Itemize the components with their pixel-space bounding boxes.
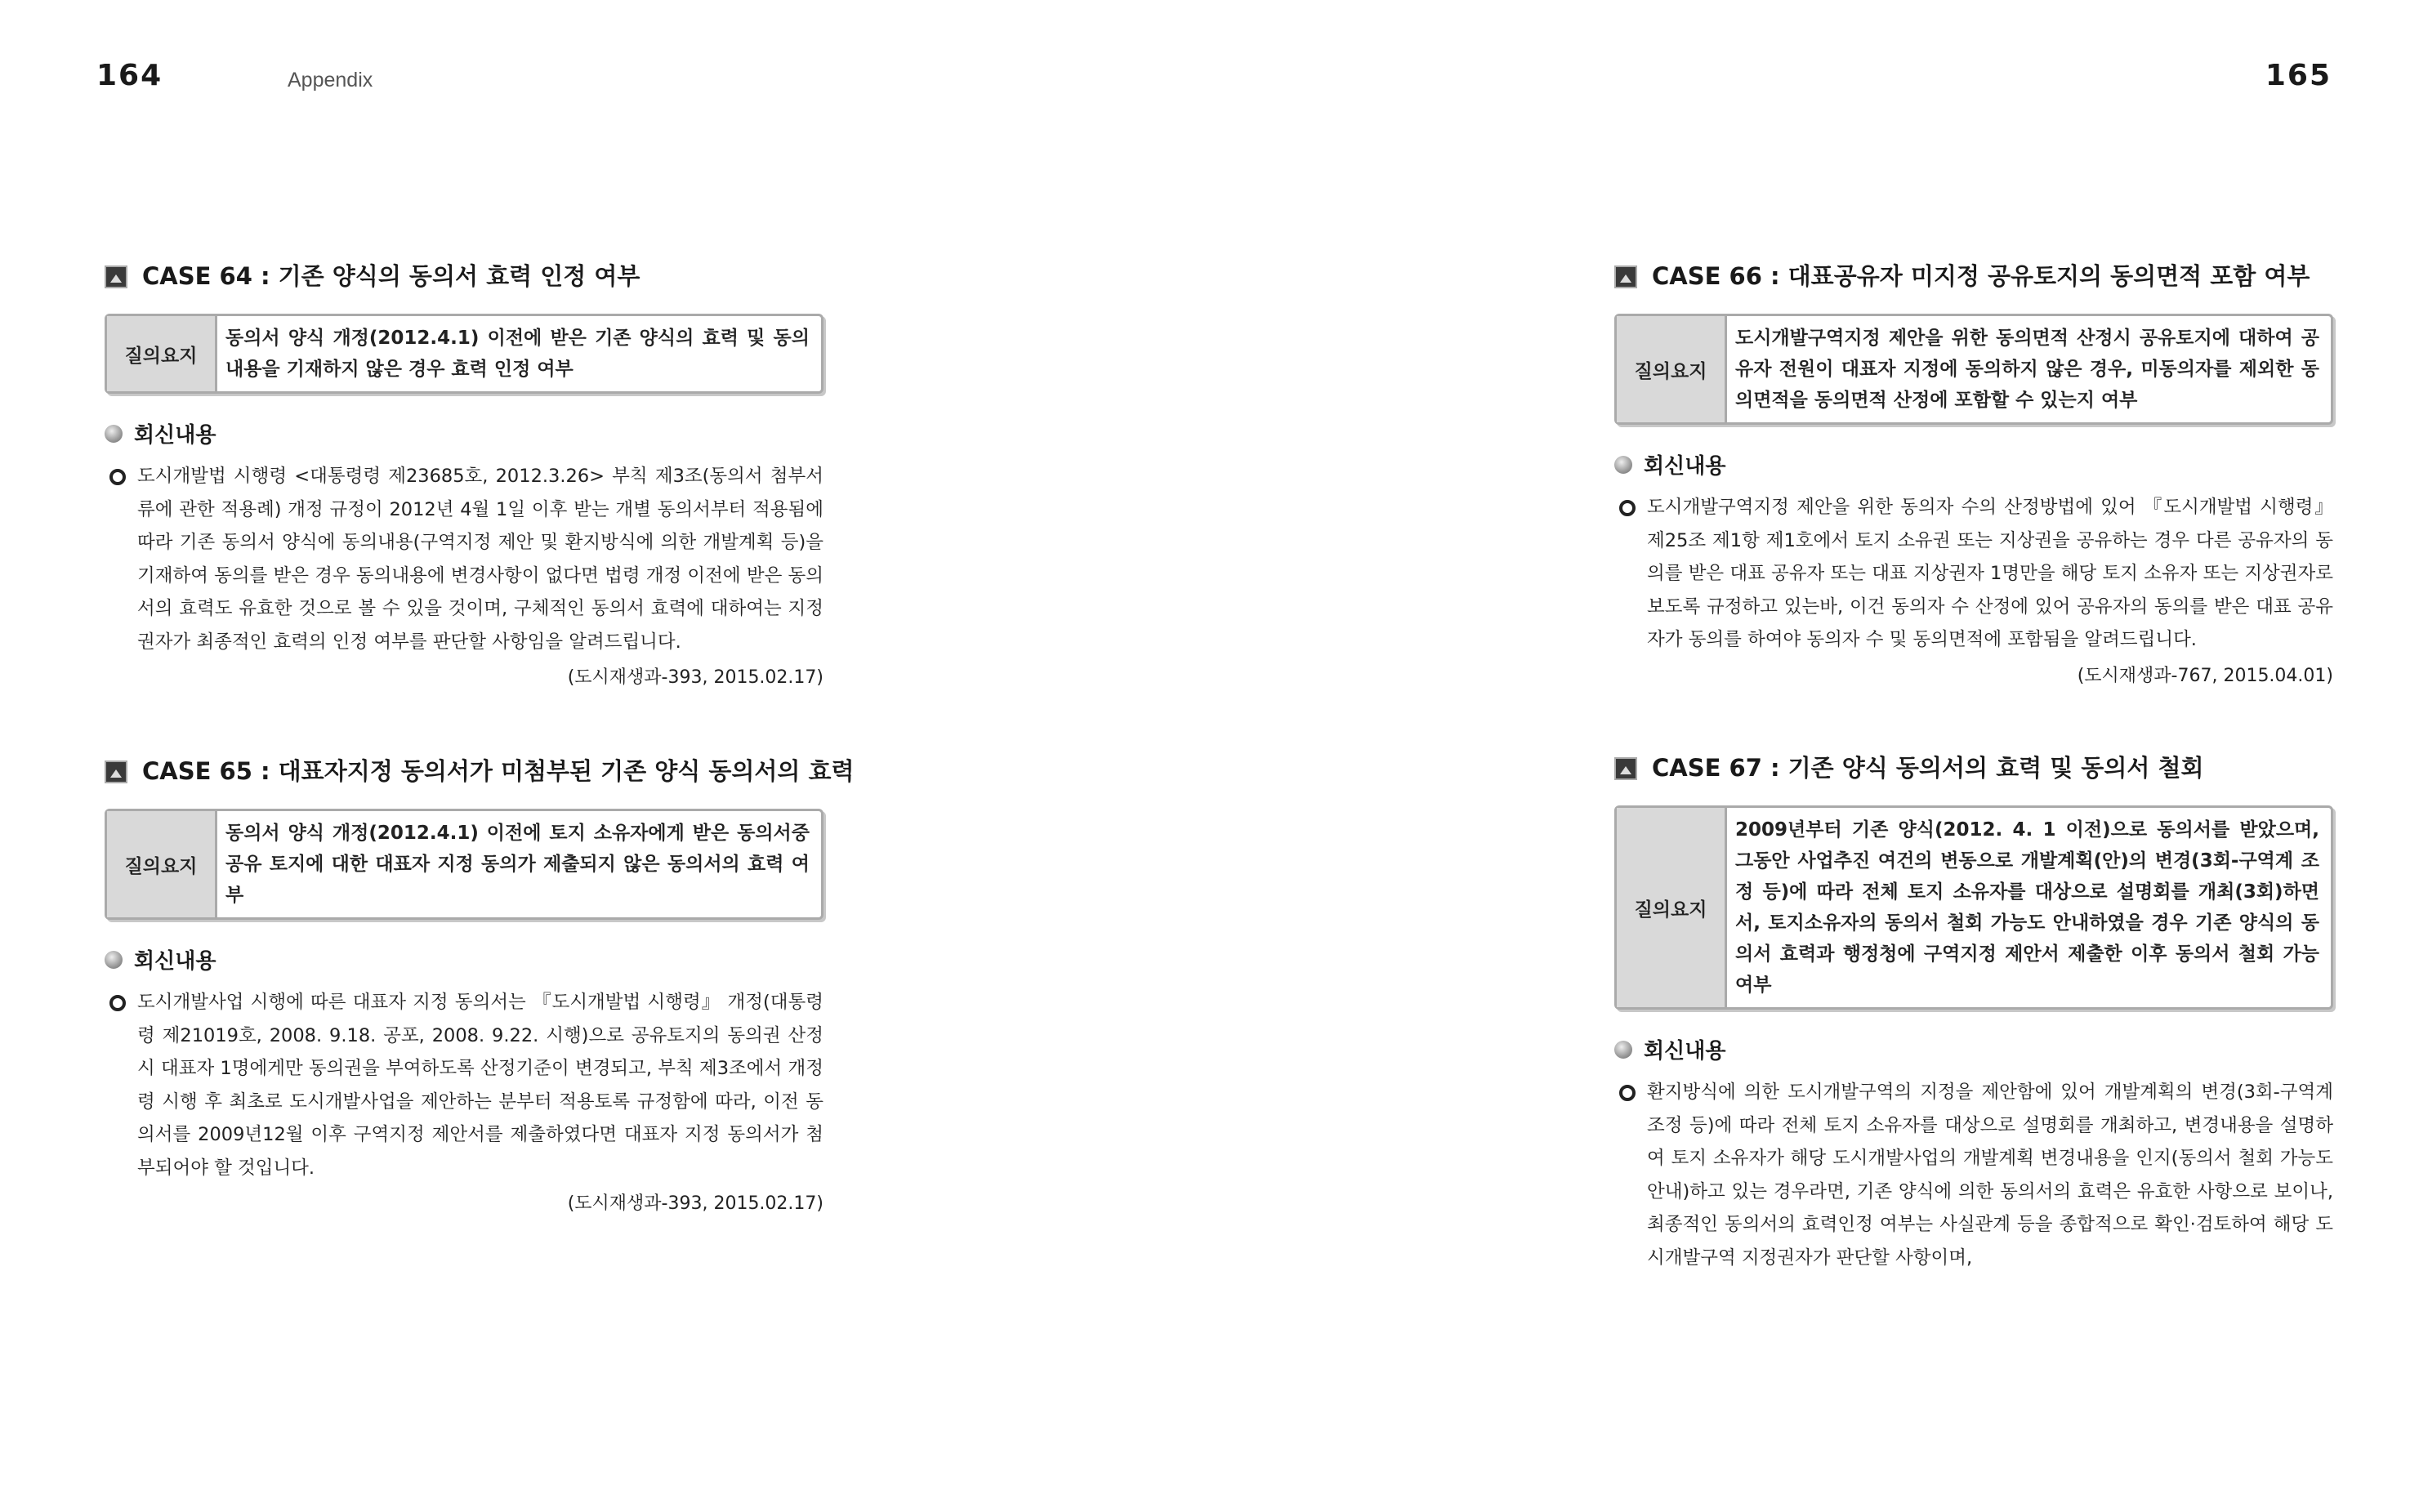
- source-citation: (도시재생과-767, 2015.04.01): [2077, 665, 2333, 686]
- ring-bullet-icon: [1619, 500, 1636, 516]
- sphere-bullet-icon: [105, 951, 123, 969]
- ring-bullet-icon: [109, 469, 126, 485]
- case-title-text: CASE 65 : 대표자지정 동의서가 미첨부된 기존 양식 동의서의 효력: [142, 757, 855, 785]
- page-number: 165: [2265, 59, 2332, 92]
- sphere-bullet-icon: [1614, 456, 1632, 474]
- case-title-text: CASE 64 : 기존 양식의 동의서 효력 인정 여부: [142, 262, 640, 290]
- source-citation: (도시재생과-393, 2015.02.17): [567, 1193, 823, 1214]
- query-text: 도시개발구역지정 제안을 위한 동의면적 산정시 공유토지에 대하여 공유자 전원이 대표자 지정에 동의하지 않은 경우, 미동의자를 제외한 동의면적을 동의면적 산정에 포함할 수 있는지 여부: [1735, 328, 2319, 411]
- sphere-bullet-icon: [1614, 1041, 1632, 1059]
- case-marker-icon: [1614, 757, 1637, 780]
- answer-text: 도시개발법 시행령 <대통령령 제23685호, 2012.3.26> 부칙 제3조(동의서 첨부서류에 관한 적용례) 개정 규정이 2012년 4월 1일 이후 받는 개별 동의서부터 적용됨에 따라 기존 동의서 양식에 동의내용(구역지정 제안 및 환지방식에 의한 개발계획 등)을 기재하여 동의를 받은 경우 동의내용에 변경사항이 없다면 법령 개정 이전에 받은 동의서의 효력도 유효한 것으로 볼 수 있을 것이며, 구체적인 동의서 효력에 대하여는 지정권자가 최종적인 효력의 인정 여부를 판단할 사항임을 알려드립니다.: [137, 466, 823, 653]
- case-65: [105, 755, 855, 1215]
- query-text: 동의서 양식 개정(2012.4.1) 이전에 받은 기존 양식의 효력 및 동의내용을 기재하지 않은 경우 효력 인정 여부: [225, 328, 810, 380]
- answer-text: 도시개발구역지정 제안을 위한 동의자 수의 산정방법에 있어 『도시개발법 시행령』 제25조 제1항 제1호에서 토지 소유권 또는 지상권을 공유하는 경우 다른 공유자의 동의를 받은 대표 공유자 또는 대표 지상권자 1명만을 해당 토지 소유자 또는 지상권자로 보도록 규정하고 있는바, 이건 동의자 수 산정에 있어 공유자의 동의를 받은 대표 공유자가 동의를 하여야 동의자 수 및 동의면적에 포함됨을 알려드립니다.: [1647, 497, 2333, 650]
- query-box: [1614, 314, 2333, 425]
- running-head: Appendix: [288, 69, 373, 91]
- answer-heading-text: 회신내용: [1644, 1039, 1726, 1064]
- case-66: [1614, 260, 2333, 687]
- case-title-text: CASE 67 : 기존 양식 동의서의 효력 및 동의서 철회: [1652, 754, 2204, 782]
- answer-heading-text: 회신내용: [134, 423, 216, 448]
- answer-heading: [1614, 449, 2333, 479]
- query-box: [1614, 805, 2333, 1010]
- query-text: 2009년부터 기존 양식(2012. 4. 1 이전)으로 동의서를 받았으며, 그동안 사업추진 여건의 변동으로 개발계획(안)의 변경(3회-구역계 조정 등)에 따라 전체 토지 소유자를 대상으로 설명회를 개최(3회)하면서, 토지소유자의 동의서 철회 가능도 안내하였을 경우 기존 양식의 동의서 효력과 행정청에 구역지정 제안서 제출한 이후 동의서 철회 가능 여부: [1735, 819, 2319, 996]
- answer-heading-text: 회신내용: [1644, 454, 1726, 479]
- answer-heading: [1614, 1034, 2333, 1064]
- query-label: 질의요지: [1617, 808, 1727, 1007]
- answer-body: [105, 460, 823, 658]
- right-page: [1209, 0, 2418, 1512]
- answer-body: [105, 986, 823, 1184]
- case-64: [105, 260, 823, 689]
- query-label: 질의요지: [1617, 316, 1727, 422]
- query-label: 질의요지: [107, 811, 217, 917]
- left-page: [0, 0, 1209, 1512]
- case-title: [1614, 260, 2333, 292]
- source-citation: (도시재생과-393, 2015.02.17): [567, 667, 823, 688]
- case-marker-icon: [105, 265, 127, 288]
- answer-body: [1614, 1076, 2333, 1274]
- sphere-bullet-icon: [105, 425, 123, 443]
- answer-heading: [105, 418, 823, 448]
- case-title: [105, 260, 823, 292]
- case-67: [1614, 752, 2333, 1274]
- answer-body: [1614, 491, 2333, 657]
- case-title-text: CASE 66 : 대표공유자 미지정 공유토지의 동의면적 포함 여부: [1652, 262, 2310, 290]
- case-title: [105, 755, 855, 787]
- ring-bullet-icon: [1619, 1085, 1636, 1101]
- answer-heading-text: 회신내용: [134, 949, 216, 974]
- query-box: [105, 314, 823, 394]
- answer-text: 도시개발사업 시행에 따른 대표자 지정 동의서는 『도시개발법 시행령』 개정(대통령령 제21019호, 2008. 9.18. 공포, 2008. 9.22. 시행)으로 공유토지의 동의권 산정시 대표자 1명에게만 동의권을 부여하도록 산정기준이 변경되고, 부칙 제3조에서 개정령 시행 후 최초로 도시개발사업을 제안하는 분부터 적용토록 규정함에 따라, 이전 동의서를 2009년12월 이후 구역지정 제안서를 제출하였다면 대표자 지정 동의서가 첨부되어야 할 것입니다.: [137, 992, 823, 1179]
- case-title: [1614, 752, 2333, 784]
- ring-bullet-icon: [109, 995, 126, 1011]
- page-number: 164: [96, 59, 163, 92]
- case-marker-icon: [105, 760, 127, 783]
- query-text: 동의서 양식 개정(2012.4.1) 이전에 토지 소유자에게 받은 동의서중 공유 토지에 대한 대표자 지정 동의가 제출되지 않은 동의서의 효력 여부: [225, 823, 810, 906]
- answer-heading: [105, 944, 823, 975]
- query-box: [105, 809, 823, 920]
- query-label: 질의요지: [107, 316, 217, 391]
- case-marker-icon: [1614, 265, 1637, 288]
- answer-text: 환지방식에 의한 도시개발구역의 지정을 제안함에 있어 개발계획의 변경(3회-구역계 조정 등)에 따라 전체 토지 소유자를 대상으로 설명회를 개최하고, 변경내용을 설명하여 토지 소유자가 해당 도시개발사업의 개발계획 변경내용을 인지(동의서 철회 가능도 안내)하고 있는 경우라면, 기존 양식에 의한 동의서의 효력은 유효한 사항으로 보이나, 최종적인 동의서의 효력인정 여부는 사실관계 등을 종합적으로 확인·검토하여 해당 도시개발구역 지정권자가 판단할 사항이며,: [1647, 1082, 2333, 1269]
